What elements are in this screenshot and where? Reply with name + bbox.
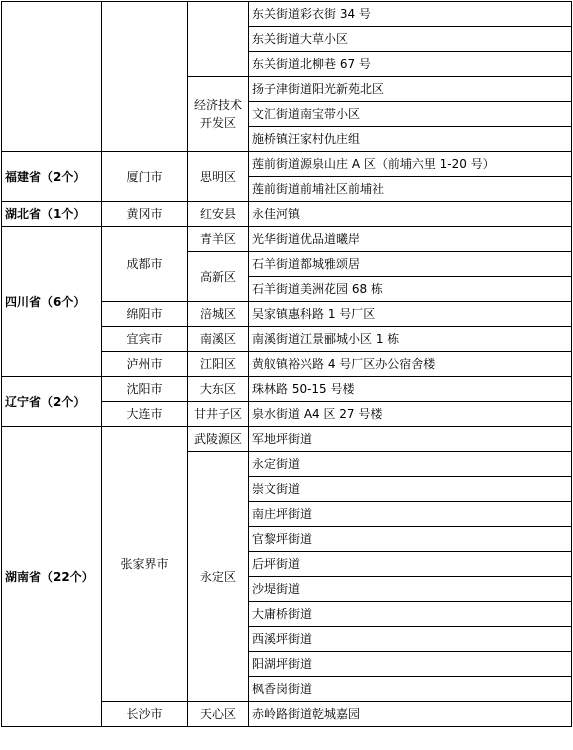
address-cell: 东关街道彩衣街 34 号 (249, 2, 572, 27)
city-cell: 绵阳市 (102, 302, 188, 327)
address-cell: 石羊街道都城雅颂居 (249, 252, 572, 277)
province-cell: 辽宁省（2个） (2, 377, 102, 427)
city-cell: 沈阳市 (102, 377, 188, 402)
province-cell: 湖南省（22个） (2, 427, 102, 727)
district-cell: 大东区 (188, 377, 249, 402)
address-cell: 军地坪街道 (249, 427, 572, 452)
address-cell: 阳湖坪街道 (249, 652, 572, 677)
city-cell: 长沙市 (102, 702, 188, 727)
district-cell: 思明区 (188, 152, 249, 202)
address-cell: 石羊街道美洲花园 68 栋 (249, 277, 572, 302)
city-cell: 泸州市 (102, 352, 188, 377)
address-cell: 大庸桥街道 (249, 602, 572, 627)
address-cell: 南庄坪街道 (249, 502, 572, 527)
province-cell: 四川省（6个） (2, 227, 102, 377)
city-cell: 厦门市 (102, 152, 188, 202)
province-cell (2, 2, 102, 152)
district-cell: 江阳区 (188, 352, 249, 377)
city-cell (102, 2, 188, 152)
address-cell: 莲前街道源泉山庄 A 区（前埔六里 1-20 号） (249, 152, 572, 177)
address-cell: 沙堤街道 (249, 577, 572, 602)
city-cell: 大连市 (102, 402, 188, 427)
address-cell: 珠林路 50-15 号楼 (249, 377, 572, 402)
address-cell: 后坪街道 (249, 552, 572, 577)
district-cell: 武陵源区 (188, 427, 249, 452)
district-cell: 青羊区 (188, 227, 249, 252)
table-row (2, 427, 572, 452)
address-cell: 永佳河镇 (249, 202, 572, 227)
address-cell: 南溪街道江景郦城小区 1 栋 (249, 327, 572, 352)
district-cell: 涪城区 (188, 302, 249, 327)
address-cell: 光华街道优品道曦岸 (249, 227, 572, 252)
table-row (2, 227, 572, 252)
district-cell (188, 2, 249, 77)
district-cell: 南溪区 (188, 327, 249, 352)
address-cell: 泉水街道 A4 区 27 号楼 (249, 402, 572, 427)
address-table (1, 1, 572, 727)
address-cell: 施桥镇汪家村仇庄组 (249, 127, 572, 152)
city-cell: 宜宾市 (102, 327, 188, 352)
district-cell: 甘井子区 (188, 402, 249, 427)
address-cell: 文汇街道南宝带小区 (249, 102, 572, 127)
district-cell: 高新区 (188, 252, 249, 302)
address-cell: 官黎坪街道 (249, 527, 572, 552)
address-cell: 吴家镇惠科路 1 号厂区 (249, 302, 572, 327)
address-cell: 扬子津街道阳光新苑北区 (249, 77, 572, 102)
table-row (2, 2, 572, 27)
address-cell: 东关街道大草小区 (249, 27, 572, 52)
city-cell: 张家界市 (102, 427, 188, 702)
table-row (2, 152, 572, 177)
address-cell: 黄舣镇裕兴路 4 号厂区办公宿舍楼 (249, 352, 572, 377)
province-cell: 湖北省（1个） (2, 202, 102, 227)
district-cell: 红安县 (188, 202, 249, 227)
address-cell: 东关街道北柳巷 67 号 (249, 52, 572, 77)
table-row (2, 202, 572, 227)
address-cell: 枫香岗街道 (249, 677, 572, 702)
city-cell: 黄冈市 (102, 202, 188, 227)
address-cell: 永定街道 (249, 452, 572, 477)
district-cell: 天心区 (188, 702, 249, 727)
table-row (2, 377, 572, 402)
city-cell: 成都市 (102, 227, 188, 302)
address-cell: 赤岭路街道乾城嘉园 (249, 702, 572, 727)
address-cell: 西溪坪街道 (249, 627, 572, 652)
address-cell: 崇文街道 (249, 477, 572, 502)
province-cell: 福建省（2个） (2, 152, 102, 202)
district-cell: 经济技术开发区 (188, 77, 249, 152)
address-cell: 莲前街道前埔社区前埔社 (249, 177, 572, 202)
district-cell: 永定区 (188, 452, 249, 702)
